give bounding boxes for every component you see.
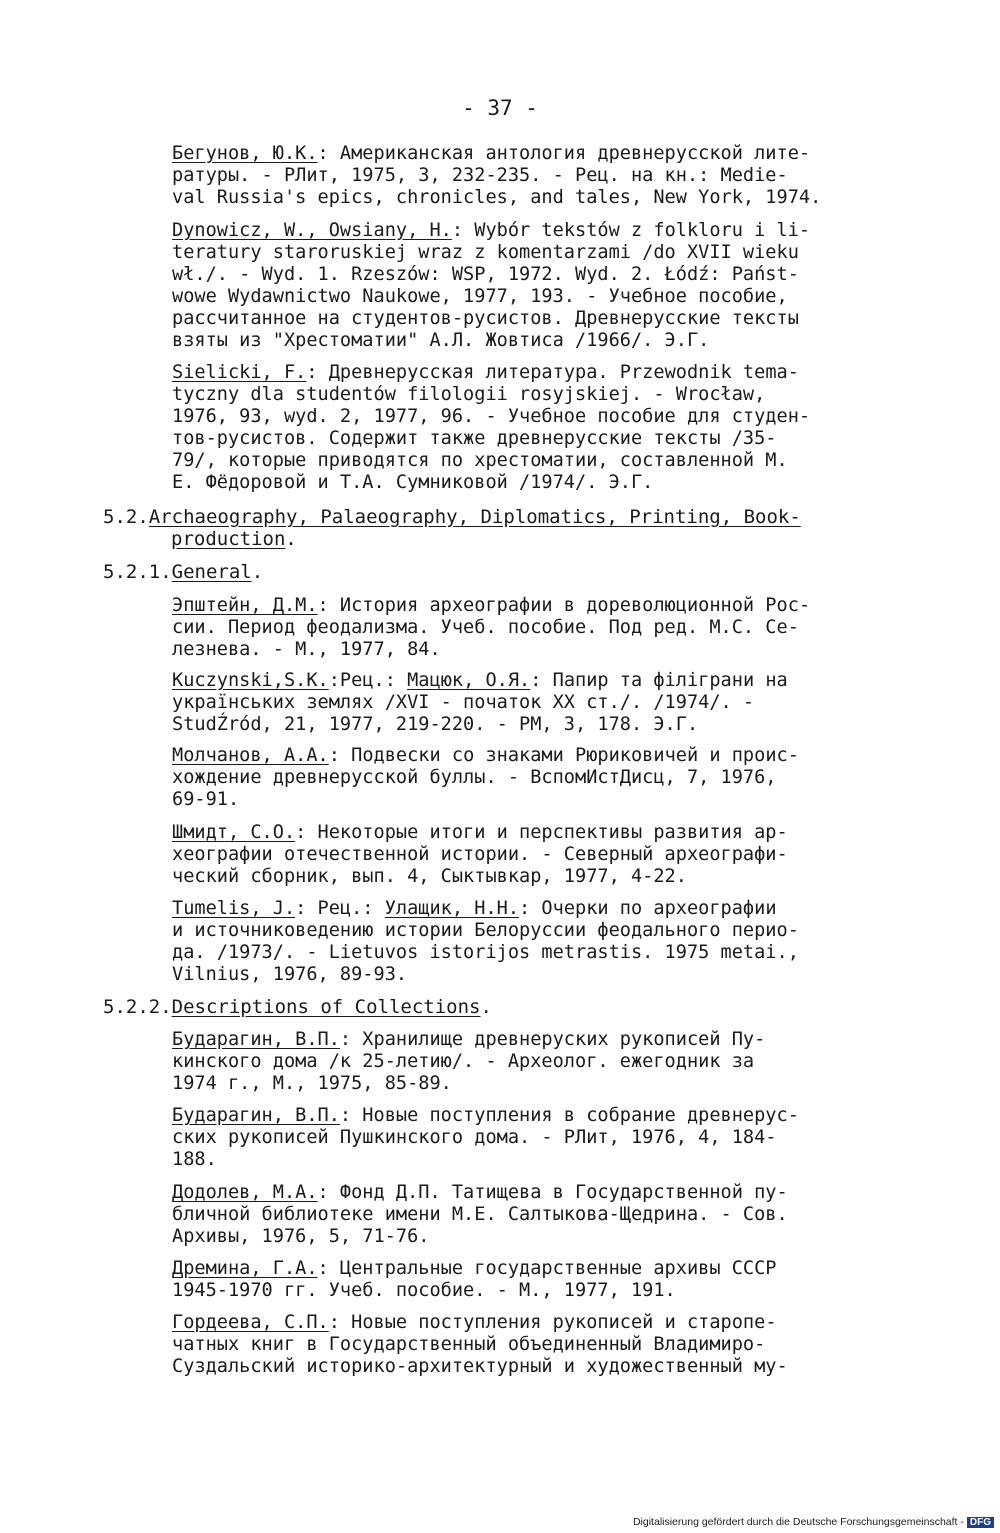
bibliography-entry [172,143,932,209]
section-number: 5.2.1. [103,561,172,583]
entry-line [172,143,932,165]
entry-line [172,1280,932,1302]
section-punct: . [285,528,297,550]
footer-text: Digitalisierung gefördert durch die Deutsche Forschungsgemeinschaft - [632,1516,964,1528]
entry-text: рассчитанное на студентов-русистов. Древнерусские тексты [172,308,799,329]
entry-line [172,264,932,286]
entry-text: Архивы, 1976, 5, 71-76. [172,1226,430,1247]
entry-line [172,1182,932,1204]
entry-line [172,220,932,242]
entry-line [172,1334,932,1356]
entry-author: Бегунов, Ю.К. [172,143,318,164]
bibliography-entry [172,595,932,661]
entry-author: Молчанов, А.А. [172,745,329,766]
entry-text: : Рец.: [295,898,385,919]
entry-author: Дремина, Г.А. [172,1258,318,1279]
entry-author: Шмидт, С.О. [172,822,296,843]
section-title: General [171,561,252,583]
entry-text: 69-91. [172,789,240,810]
bibliography-entry [172,670,932,736]
entry-text: чатных книг в Государственный объединенный Владимиро- [172,1334,766,1355]
bibliography-entry [172,362,932,494]
entry-line [172,1356,932,1378]
entry-line [172,1258,932,1280]
entry-line [172,639,932,661]
entry-text: : Центральные государственные архивы СССР [317,1258,777,1279]
entry-text: хождение древнерусской буллы. - ВспомИстДисц, 7, 1976, [172,767,777,788]
entry-line [172,1127,932,1149]
entry-line [172,767,932,789]
entry-line [172,1029,932,1051]
entry-line [172,920,932,942]
bibliography-entry [172,1105,932,1171]
entry-text: : Древнерусская литература. Przewodnik tema- [306,362,799,383]
entry-line [172,1312,932,1334]
entry-text: 1976, 93, wyd. 2, 1977, 96. - Учебное пособие для студен- [172,406,811,427]
entry-text: wowe Wydawnictwo Naukowe, 1977, 193. - Учебное пособие, [172,286,788,307]
entry-line [172,428,932,450]
entry-line [172,242,932,264]
bibliography-entry [172,822,932,888]
section-number: 5.2.2. [103,996,172,1018]
entry-text: : Хранилище древнеруских рукописей Пу- [339,1029,766,1050]
page-number: - 37 - [462,96,538,120]
entry-author: Эпштейн, Д.М. [172,595,318,616]
entry-text: tyczny dla studentów filologii rosyjskiej. - Wrocław, [172,384,766,405]
entry-text: StudŹród, 21, 1977, 219-220. - РМ, 3, 178. Э.Г. [172,714,699,735]
entry-text: : Фонд Д.П. Татищева в Государственной пу- [317,1182,788,1203]
entry-author: Гордеева, С.П. [172,1312,329,1333]
entry-text: : История археографии в дореволюционной Рос- [317,595,811,616]
entry-text: лезнева. - М., 1977, 84. [172,639,441,660]
entry-text: да. /1973/. - Lietuvos istorijos metrastis. 1975 metai., [172,942,799,963]
bibliography-entry [172,1312,932,1378]
entry-text: : Подвески со знаками Рюриковичей и проис- [328,745,799,766]
section-title-cont: production [171,528,286,550]
entry-text: українських землях /XVI - початок XX ст./. /1974/. - [172,692,755,713]
entry-author: Kuczynski,S.K. [172,670,329,691]
entry-line [172,692,932,714]
entry-line [172,1105,932,1127]
entry-text: ратуры. - РЛит, 1975, 3, 232-235. - Рец. на кн.: Medie- [172,165,788,186]
section-punct: . [251,561,264,583]
entry-text: Суздальский историко-архитектурный и художественный му- [172,1356,788,1377]
section-punct: . [480,996,492,1018]
entry-line [172,1051,932,1073]
entry-line [172,187,932,209]
entry-line [172,844,932,866]
entry-line [172,165,932,187]
entry-text: val Russia's epics, chronicles, and tales, New York, 1974. [172,187,822,208]
entry-text: кинского дома /к 25-летию/. - Археолог. ежегодник за [172,1051,755,1072]
section-heading [103,996,943,1018]
entry-line [172,384,932,406]
entry-text: : Очерки по археографии [519,898,777,919]
section-heading [103,506,943,550]
entry-text: : Папир та філіграни на [530,670,788,691]
entry-line [172,898,932,920]
footer-credit [633,1516,994,1528]
entry-text: teratury staroruskiej wraz z komentarzami /do XVII wieku [172,242,799,263]
entry-author: Sielicki, F. [172,362,307,383]
entry-text: Vilnius, 1976, 89-93. [172,964,408,985]
entry-text: ческий сборник, вып. 4, Сыктывкар, 1977, 4-22. [172,866,687,887]
entry-text: :Рец.: [328,670,408,691]
entry-author: Додолев, М.А. [172,1182,318,1203]
entry-text: хеографии отечественной истории. - Северный археографи- [172,844,788,865]
bibliography-entry [172,220,932,352]
entry-line [172,1226,932,1248]
bibliography-entry [172,1029,932,1095]
entry-line [172,745,932,767]
entry-line [172,822,932,844]
entry-text: 79/, которые приводятся по хрестоматии, составленной М. [172,450,788,471]
entry-line [172,714,932,736]
entry-text: wł./. - Wyd. 1. Rzeszów: WSP, 1972. Wyd. 2. Łódź: Państ- [172,264,799,285]
entry-line [172,670,932,692]
entry-line [172,1204,932,1226]
entry-text: взяты из "Хрестоматии" А.Л. Жовтиса /1966/. Э.Г. [172,330,710,351]
entry-line [172,286,932,308]
dfg-logo: DFG [967,1517,994,1528]
entry-text: Е. Фёдоровой и Т.А. Сумниковой /1974/. Э.Г. [172,472,654,493]
entry-author: Бударагин, В.П. [172,1105,340,1126]
entry-text: ских рукописей Пушкинского дома. - РЛит, 1976, 4, 184- [172,1127,777,1148]
entry-line [172,406,932,428]
section-heading [103,561,943,583]
entry-line [172,330,932,352]
entry-text: : Новые поступления в собрание древнерус- [339,1105,799,1126]
entry-line [172,472,932,494]
section-title: Descriptions of Collections [171,996,481,1018]
entry-line [172,1149,932,1171]
entry-text: 1974 г., М., 1975, 85-89. [172,1073,452,1094]
entry-line [172,1073,932,1095]
section-title: Archaeography, Palaeography, Diplomatics, Printing, Book- [148,506,801,528]
bibliography-entry [172,745,932,811]
bibliography-entry [172,1258,932,1302]
entry-reviewed-author: Мацюк, О.Я. [407,670,531,691]
entry-line [172,595,932,617]
entry-text: бличной библиотеке имени М.Е. Салтыкова-Щедрина. - Сов. [172,1204,788,1225]
entry-line [172,362,932,384]
entry-text: сии. Период феодализма. Учеб. пособие. Под ред. М.С. Се- [172,617,799,638]
entry-line [172,942,932,964]
entry-author: Tumelis, J. [172,898,296,919]
entry-line [172,866,932,888]
entry-line [172,964,932,986]
section-number: 5.2. [103,506,149,528]
bibliography-entry [172,898,932,986]
entry-text: : Новые поступления рукописей и старопе- [328,1312,777,1333]
entry-author: Dynowicz, W., Owsiany, H. [172,220,452,241]
entry-text: 1945-1970 гг. Учеб. пособие. - М., 1977, 191. [172,1280,676,1301]
entry-line [172,450,932,472]
entry-text: : Некоторые итоги и перспективы развития ар- [295,822,788,843]
bibliography-entry [172,1182,932,1248]
entry-text: тов-русистов. Содержит также древнерусские тексты /35- [172,428,777,449]
entry-author: Бударагин, В.П. [172,1029,340,1050]
entry-line [172,308,932,330]
entry-reviewed-author: Улащик, Н.Н. [384,898,520,919]
entry-line [172,789,932,811]
entry-line [172,617,932,639]
entry-text: и источниковедению истории Белоруссии феодального перио- [172,920,799,941]
entry-text: : Wybór tekstów z folkloru i li- [451,220,811,241]
entry-text: : Американская антология древнерусской лите- [317,143,811,164]
entry-text: 188. [172,1149,217,1170]
